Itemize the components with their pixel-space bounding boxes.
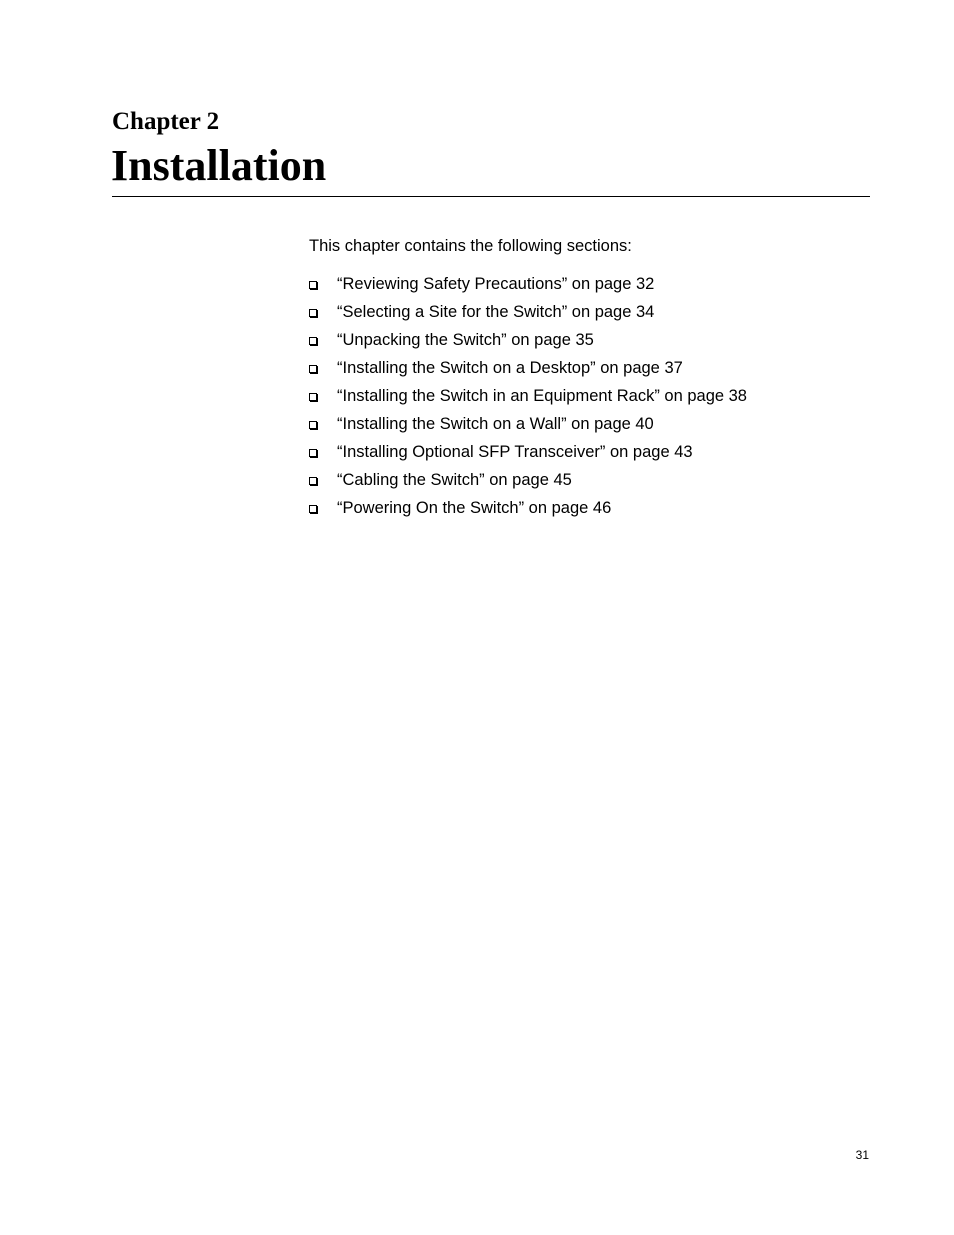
section-link[interactable]: “Powering On the Switch” on page 46 <box>337 499 612 517</box>
checkbox-bullet-icon <box>309 393 317 401</box>
list-item <box>309 301 747 329</box>
list-item <box>309 273 747 301</box>
chapter-label: Chapter 2 <box>112 108 220 135</box>
checkbox-bullet-icon <box>309 365 317 373</box>
list-item <box>309 497 747 525</box>
list-item <box>309 357 747 385</box>
list-item <box>309 385 747 413</box>
checkbox-bullet-icon <box>309 477 317 485</box>
intro-text: This chapter contains the following sections: <box>309 237 632 255</box>
section-link[interactable]: “Unpacking the Switch” on page 35 <box>337 331 594 349</box>
section-link[interactable]: “Installing the Switch in an Equipment Rack” on page 38 <box>337 387 747 405</box>
section-link[interactable]: “Selecting a Site for the Switch” on page 34 <box>337 303 655 321</box>
checkbox-bullet-icon <box>309 421 317 429</box>
checkbox-bullet-icon <box>309 337 317 345</box>
chapter-title: Installation <box>111 141 327 190</box>
checkbox-bullet-icon <box>309 281 317 289</box>
title-divider <box>112 196 870 197</box>
page-number: 31 <box>855 1148 869 1162</box>
checkbox-bullet-icon <box>309 449 317 457</box>
section-link[interactable]: “Installing the Switch on a Wall” on page 40 <box>337 415 654 433</box>
list-item <box>309 329 747 357</box>
checkbox-bullet-icon <box>309 309 317 317</box>
checkbox-bullet-icon <box>309 505 317 513</box>
section-list <box>309 273 747 525</box>
section-link[interactable]: “Installing the Switch on a Desktop” on page 37 <box>337 359 683 377</box>
list-item <box>309 413 747 441</box>
section-link[interactable]: “Reviewing Safety Precautions” on page 32 <box>337 275 655 293</box>
list-item <box>309 441 747 469</box>
list-item <box>309 469 747 497</box>
section-link[interactable]: “Cabling the Switch” on page 45 <box>337 471 572 489</box>
section-link[interactable]: “Installing Optional SFP Transceiver” on page 43 <box>337 443 693 461</box>
